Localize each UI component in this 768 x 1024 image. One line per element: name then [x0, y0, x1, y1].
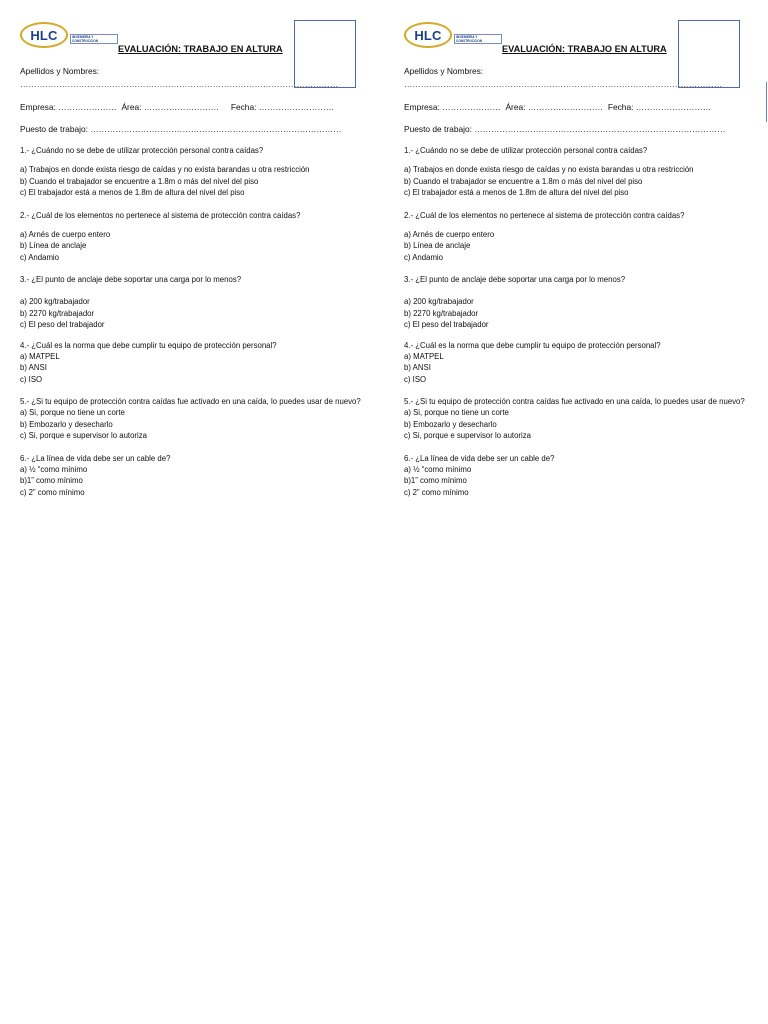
logo-oval [404, 22, 452, 48]
area-field: Área: ……………………… [505, 102, 604, 112]
name-label: Apellidos y Nombres: [20, 66, 100, 76]
job-field: Puesto de trabajo: ……………………………………………………………………………… [404, 124, 726, 134]
option-6a: a) ½ “como mínimo [404, 464, 472, 474]
option-1a: a) Trabajos en donde exista riesgo de caídas y no exista barandas u otra restricción [20, 165, 310, 174]
name-label: Apellidos y Nombres: [404, 66, 484, 76]
option-6a: a) ½ “como mínimo [20, 464, 88, 474]
photo-box [294, 20, 356, 88]
company-area-date-row [20, 102, 334, 112]
name-line: …………………………………………………………………………………………………… [20, 79, 339, 89]
option-2a: a) Arnés de cuerpo entero [404, 229, 495, 239]
option-5c: c) Si, porque e supervisor lo autoriza [404, 431, 531, 440]
company-field: Empresa: ………………… [404, 102, 501, 112]
option-3b: b) 2270 kg/trabajador [20, 308, 95, 318]
option-2c: c) Andamio [20, 252, 60, 262]
question-1: 1.- ¿Cuándo no se debe de utilizar protección personal contra caídas? [404, 146, 648, 155]
option-1a: a) Trabajos en donde exista riesgo de caídas y no exista barandas u otra restricción [404, 165, 694, 174]
logo-text: HLC [30, 27, 58, 43]
photo-box [678, 20, 740, 88]
logo-subtitle: INGENIERIA Y CONSTRUCCION [454, 34, 502, 44]
evaluation-sheet-right [384, 0, 768, 540]
company-field: Empresa: ………………… [20, 102, 117, 112]
question-6: 6.- ¿La línea de vida debe ser un cable de? [404, 453, 555, 463]
option-4b: b) ANSI [20, 363, 47, 372]
question-5: 5.- ¿Si tu equipo de protección contra caídas fue activado en una caída, lo puedes usar de nuevo? [404, 397, 745, 406]
question-4: 4.- ¿Cuál es la norma que debe cumplir tu equipo de protección personal? [20, 340, 277, 350]
option-4a: a) MATPEL [404, 351, 444, 361]
question-2: 2.- ¿Cuál de los elementos no pertenece al sistema de protección contra caídas? [404, 210, 685, 220]
option-5b: b) Embozarlo y desecharlo [404, 419, 497, 429]
logo-text: HLC [414, 27, 442, 43]
option-4b: b) ANSI [404, 363, 431, 372]
logo-oval [20, 22, 68, 48]
question-3: 3.- ¿El punto de anclaje debe soportar una carga por lo menos? [20, 275, 242, 284]
option-2a: a) Arnés de cuerpo entero [20, 229, 111, 239]
date-field: Fecha: ……………………… [607, 102, 712, 112]
question-6: 6.- ¿La línea de vida debe ser un cable de? [20, 453, 171, 463]
evaluation-title: EVALUACIÓN: TRABAJO EN ALTURA [502, 44, 667, 54]
option-6c: c) 2” como mínimo [404, 487, 469, 497]
option-4c: c) ISO [20, 374, 43, 384]
date-field: Fecha: ……………………… [230, 102, 335, 112]
area-field: Área: ……………………… [121, 102, 220, 112]
question-3: 3.- ¿El punto de anclaje debe soportar una carga por lo menos? [404, 275, 626, 284]
option-3a: a) 200 kg/trabajador [404, 297, 474, 306]
logo-subtitle: INGENIERIA Y CONSTRUCCION [70, 34, 118, 44]
option-5b: b) Embozarlo y desecharlo [20, 419, 113, 429]
option-3b: b) 2270 kg/trabajador [404, 308, 479, 318]
job-field: Puesto de trabajo: ……………………………………………………………………………… [20, 124, 342, 134]
option-4c: c) ISO [404, 374, 427, 384]
option-6c: c) 2” como mínimo [20, 487, 85, 497]
option-1b: b) Cuando el trabajador se encuentre a 1.8m o más del nivel del piso [404, 176, 643, 186]
option-3a: a) 200 kg/trabajador [20, 297, 90, 306]
name-line: …………………………………………………………………………………………………… [404, 79, 723, 89]
question-1: 1.- ¿Cuándo no se debe de utilizar protección personal contra caídas? [20, 146, 264, 155]
option-2c: c) Andamio [404, 252, 444, 262]
page-edge-line [766, 82, 767, 122]
company-logo [20, 22, 118, 52]
questions-list [20, 145, 370, 498]
evaluation-title: EVALUACIÓN: TRABAJO EN ALTURA [118, 44, 283, 54]
option-3c: c) El peso del trabajador [20, 320, 105, 329]
question-2: 2.- ¿Cuál de los elementos no pertenece al sistema de protección contra caídas? [20, 210, 301, 220]
option-6b: b)1” como mínimo [404, 476, 467, 485]
option-5c: c) Si, porque e supervisor lo autoriza [20, 431, 147, 440]
option-5a: a) Si, porque no tiene un corte [404, 408, 509, 417]
questions-list [404, 145, 754, 498]
evaluation-sheet-left [0, 0, 384, 540]
company-area-date-row [404, 102, 711, 112]
option-2b: b) Línea de anclaje [404, 241, 471, 250]
option-6b: b)1” como mínimo [20, 476, 83, 485]
option-2b: b) Línea de anclaje [20, 241, 87, 250]
option-1c: c) El trabajador está a menos de 1.8m de altura del nivel del piso [404, 188, 629, 197]
option-1c: c) El trabajador está a menos de 1.8m de altura del nivel del piso [20, 188, 245, 197]
company-logo [404, 22, 502, 52]
option-1b: b) Cuando el trabajador se encuentre a 1.8m o más del nivel del piso [20, 176, 259, 186]
option-5a: a) Si, porque no tiene un corte [20, 408, 125, 417]
option-4a: a) MATPEL [20, 351, 60, 361]
option-3c: c) El peso del trabajador [404, 320, 489, 329]
question-4: 4.- ¿Cuál es la norma que debe cumplir tu equipo de protección personal? [404, 340, 661, 350]
question-5: 5.- ¿Si tu equipo de protección contra caídas fue activado en una caída, lo puedes usar de nuevo? [20, 397, 361, 406]
